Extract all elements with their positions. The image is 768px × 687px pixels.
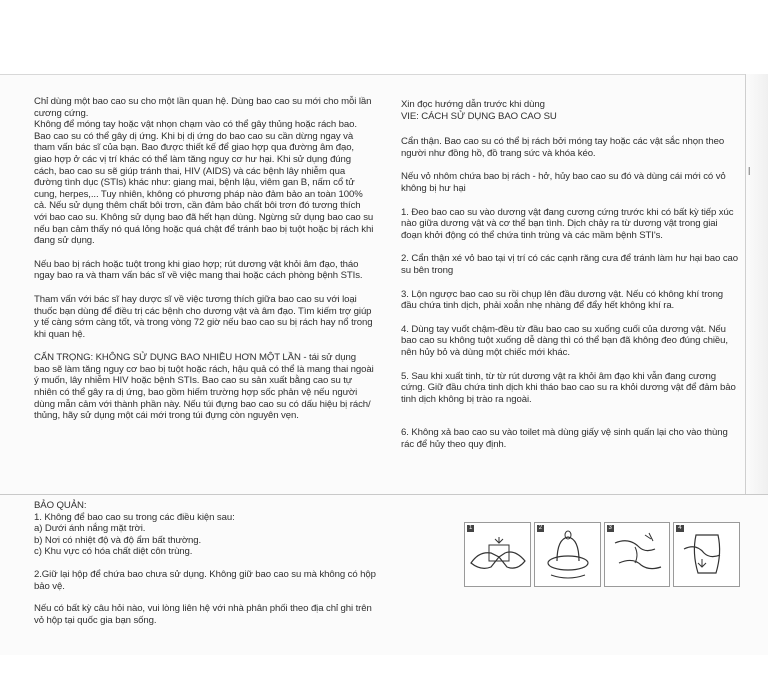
margin-mark: l bbox=[748, 166, 751, 178]
step-badge: 4 bbox=[678, 525, 682, 531]
storage-condition: a) Dưới ánh nắng mặt trời. bbox=[34, 523, 146, 535]
hands-tearing-packet-icon bbox=[465, 523, 531, 586]
caution-paragraph: CẨN TRỌNG: KHÔNG SỬ DỤNG BAO NHIỀU HƠN MỘT LẦN - tái sử dụng bao sẽ làm tăng nguy cơ bao bị tuột hoặc rách, hậu quả có thể là mang thai ngoài ý muốn, lây nhiễm HIV hoặc bệnh STIs. Bao cao su sản xuất bằng cao su tự nhiên có thể gây ra dị ứng, bao gồm hiếm trường hợp sốc phản vệ nếu người dùng mẫn cảm với thành phần này. Nếu túi đựng bao cao su có dấu hiệu bị rách/ thủng, hãy sử dụng một cái mới trong túi đựng còn nguyên vẹn. bbox=[34, 352, 374, 422]
single-use-paragraph: Chỉ dùng một bao cao su cho một lần quan hệ. Dùng bao cao su mới cho mỗi lần cương cứng. bbox=[34, 96, 372, 119]
storage-item-2: 2.Giữ lại hộp để chứa bao chưa sử dụng. Không giữ bao cao su mà không có hộp bảo vệ. bbox=[34, 568, 376, 592]
left-column bbox=[34, 96, 374, 433]
consult-paragraph: Tham vấn với bác sĩ hay dược sĩ về việc tương thích giữa bao cao su với loại thuốc bạn dùng để điều trị các bệnh cho dương vật và âm đạo. Tìm kiếm trợ giúp y tế càng sớm càng tốt, và trong vòng 72 giờ nếu bao cao su bị rách hay nổ trong khi quan hệ. bbox=[34, 293, 373, 340]
step-badge: 1 bbox=[469, 525, 473, 531]
step-4: 4. Dùng tay vuốt chậm-đều từ đầu bao cao su xuống cuối của dương vật. Nếu bao cao su không tuột xuống dễ dàng thì có thể bạn đã không đeo đúng chiều, nên hủy bỏ và dùng một chiếc mới khác. bbox=[401, 323, 728, 358]
step-5: 5. Sau khi xuất tinh, từ từ rút dương vật ra khỏi âm đạo khi vẫn đang cương cứng. Giữ đầu chứa tinh dịch khi tháo bao cao su ra khỏi dương vật để đảm bảo tinh dịch không bị trào ra ngoài. bbox=[401, 370, 736, 405]
section-divider bbox=[0, 494, 768, 495]
careful-paragraph: Cẩn thận. Bao cao su có thể bị rách bởi móng tay hoặc các vật sắc nhọn theo người như đồng hồ, đồ trang sức và khóa kéo. bbox=[401, 136, 725, 159]
storage-section bbox=[34, 500, 379, 626]
roll-down-icon bbox=[674, 523, 740, 586]
right-column bbox=[401, 99, 739, 461]
illustration-step-1 bbox=[464, 522, 531, 587]
step-badge: 3 bbox=[608, 525, 612, 531]
condom-on-tip-icon bbox=[535, 523, 601, 586]
step-3: 3. Lộn ngược bao cao su rồi chụp lên đầu dương vật. Nếu có không khí trong đầu chứa tinh dịch, phải xoắn nhẹ nhàng để đẩy hết không khí ra. bbox=[401, 288, 724, 312]
breakage-paragraph: Nếu bao bị rách hoặc tuột trong khi giao hợp; rút dương vật khỏi âm đạo, tháo ngay bao ra và tham vấn bác sĩ về việc mang thai hoặc cách phòng bệnh STIs. bbox=[34, 258, 363, 282]
instruction-illustrations bbox=[464, 522, 740, 585]
how-to-use-heading: VIE: CÁCH SỬ DỤNG BAO CAO SU bbox=[401, 110, 557, 122]
storage-item-1: 1. Không để bao cao su trong các điều kiện sau: bbox=[34, 511, 235, 523]
storage-condition: c) Khu vực có hóa chất diệt côn trùng. bbox=[34, 546, 193, 558]
storage-condition: b) Nơi có nhiệt độ và độ ẩm bất thường. bbox=[34, 534, 202, 546]
step-6: 6. Không xả bao cao su vào toilet mà dùng giấy vệ sinh quấn lại cho vào thùng rác để hủy theo quy định. bbox=[401, 427, 728, 450]
damaged-foil-paragraph: Nếu vỏ nhôm chứa bao bị rách - hở, hủy bao cao su đó và dùng cái mới có vỏ không bị hư hại bbox=[401, 171, 726, 194]
warnings-paragraph: Không để móng tay hoặc vật nhọn chạm vào có thể gây thủng hoặc rách bao. Bao cao su có thể gây dị ứng. Khi bị dị ứng do bao cao su cần dừng ngay và tham vấn bác sĩ của bạn. Bao được thiết kế để giao hợp qua đường âm đạo, giao hợp ở các vị trí khác có thể làm tăng nguy cơ hư hại. Khi sử dụng đúng cách, bao cao su sẽ giúp tránh thai, HIV (AIDS) và các bệnh lây nhiễm qua đường tình dục (STIs) khác như: giang mai, bệnh lậu, viêm gan B, nấm cổ tử cung, herpes,... Tuy nhiên, không có phương pháp nào đảm bảo an toàn 100% cả. Nếu sử dụng thêm chất bôi trơn, cần đảm bảo chất bôi trơn đó tương thích với bao cao su. Không sử dụng bao đã hết hạn dùng. Ngừng sử dụng bao cao su nếu bạn cảm thấy nó quá lỏng hoặc quá chật để tránh bao bị tuột hoặc bị rách khi đang sử dụng. bbox=[34, 119, 374, 247]
sheet-fold-edge bbox=[746, 74, 768, 494]
step-2: 2. Cẩn thận xé vỏ bao tại vị trí có các cạnh răng cưa để tránh làm hư hại bao cao su bên trong bbox=[401, 253, 738, 276]
illustration-step-4 bbox=[673, 522, 740, 587]
step-badge: 2 bbox=[538, 525, 543, 531]
read-instructions-heading: Xin đọc hướng dẫn trước khi dùng bbox=[401, 99, 545, 110]
contact-note: Nếu có bất kỳ câu hỏi nào, vui lòng liên hệ với nhà phân phối theo địa chỉ ghi trên vỏ hộp tại quốc gia bạn sống. bbox=[34, 603, 372, 626]
storage-title: BẢO QUẢN: bbox=[34, 500, 87, 511]
step-1: 1. Đeo bao cao su vào dương vật đang cương cứng trước khi có bất kỳ tiếp xúc nào giữa dương vật và cơ thể bạn tình. Dịch chảy ra từ dương vật trong giai đoạn khởi động có thể chứa tinh trùng và các mầm bệnh STI's. bbox=[401, 206, 734, 241]
pinch-tip-icon bbox=[605, 523, 671, 586]
illustration-step-3 bbox=[604, 522, 671, 587]
illustration-step-2 bbox=[534, 522, 601, 587]
fold-line-vertical bbox=[745, 74, 746, 494]
